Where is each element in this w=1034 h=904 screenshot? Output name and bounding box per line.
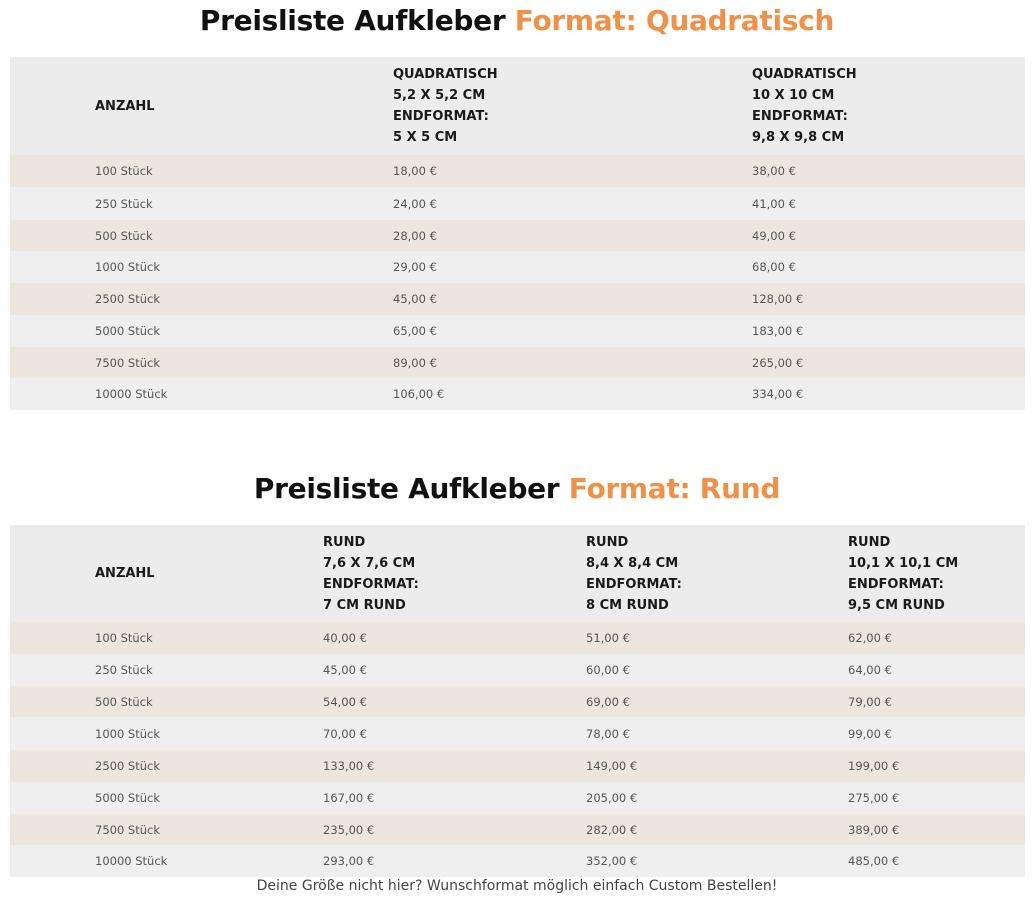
price-cell: 235,00 € (323, 822, 375, 837)
price-table-quadratisch (10, 57, 1025, 410)
column-header-line: 10,1 X 10,1 CM (848, 555, 959, 571)
table-row (10, 782, 1025, 814)
column-header-line: 5,2 X 5,2 CM (393, 88, 486, 103)
price-cell: 18,00 € (393, 164, 437, 178)
price-cell: 334,00 € (752, 387, 804, 401)
quantity-cell: 5000 Stück (95, 791, 161, 805)
column-header-line: QUADRATISCH (752, 67, 857, 82)
price-cell: 38,00 € (752, 164, 796, 178)
price-cell: 275,00 € (848, 791, 900, 805)
price-cell: 49,00 € (752, 228, 796, 243)
column-header-line: ANZAHL (95, 98, 155, 114)
column-header-line: QUADRATISCH (393, 67, 498, 82)
quantity-cell: 2500 Stück (95, 292, 161, 306)
price-cell: 45,00 € (323, 663, 367, 677)
page-title-quadratisch (0, 4, 1034, 38)
table-row (10, 315, 1025, 347)
table-row (10, 717, 1025, 750)
column-header-anzahl (95, 525, 155, 622)
price-cell: 199,00 € (848, 759, 900, 773)
price-cell: 24,00 € (393, 196, 437, 211)
quantity-cell: 250 Stück (95, 196, 153, 211)
price-cell: 282,00 € (586, 822, 638, 837)
page-title-rund (0, 472, 1034, 506)
column-header-line: ANZAHL (95, 566, 155, 581)
column-header-format-3 (848, 525, 958, 622)
price-cell: 352,00 € (586, 854, 638, 868)
price-cell: 167,00 € (323, 791, 375, 805)
column-header-format-1 (323, 525, 419, 622)
price-cell: 133,00 € (323, 759, 375, 773)
price-cell: 78,00 € (586, 726, 630, 741)
footer-note: Deine Größe nicht hier? Wunschformat möglich einfach Custom Bestellen! (256, 878, 778, 894)
quantity-cell: 7500 Stück (95, 355, 161, 370)
table-row (10, 654, 1025, 686)
quantity-cell: 100 Stück (95, 631, 153, 645)
column-header-line: RUND (848, 534, 891, 550)
price-cell: 41,00 € (752, 196, 796, 211)
price-cell: 389,00 € (848, 822, 900, 837)
price-cell: 485,00 € (848, 854, 900, 868)
price-cell: 54,00 € (323, 694, 367, 709)
title-main-text: Preisliste Aufkleber (253, 472, 560, 505)
price-cell: 69,00 € (586, 694, 630, 709)
table-row (10, 155, 1025, 187)
column-header-line: 7 CM RUND (323, 597, 406, 613)
table-row (10, 347, 1025, 378)
price-cell: 28,00 € (393, 228, 437, 243)
table-row (10, 814, 1025, 845)
column-header-line: RUND (323, 534, 366, 550)
column-header-line: 7,6 X 7,6 CM (323, 555, 416, 571)
quantity-cell: 7500 Stück (95, 822, 161, 837)
table-row (10, 622, 1025, 654)
column-header-line: ENDFORMAT: (323, 576, 419, 592)
price-cell: 70,00 € (323, 726, 367, 741)
table-row (10, 750, 1025, 782)
quantity-cell: 1000 Stück (95, 260, 161, 274)
column-header-line: RUND (586, 534, 629, 550)
column-header-line: 8 CM RUND (586, 597, 669, 613)
price-cell: 128,00 € (752, 292, 804, 306)
table-row (10, 187, 1025, 220)
column-header-line: 9,8 X 9,8 CM (752, 130, 845, 145)
column-header-format-1 (393, 57, 498, 155)
table-row (10, 378, 1025, 410)
column-header-line: ENDFORMAT: (848, 576, 944, 592)
quantity-cell: 100 Stück (95, 164, 153, 178)
quantity-cell: 10000 Stück (95, 387, 168, 401)
quantity-cell: 2500 Stück (95, 759, 161, 773)
price-cell: 99,00 € (848, 726, 892, 741)
column-header-format-2 (586, 525, 682, 622)
table-row (10, 251, 1025, 283)
price-cell: 45,00 € (393, 292, 437, 306)
quantity-cell: 500 Stück (95, 694, 153, 709)
column-header-line: ENDFORMAT: (752, 109, 848, 124)
price-cell: 89,00 € (393, 355, 437, 370)
table-row (10, 220, 1025, 251)
table-header-row (10, 525, 1025, 622)
title-main-text: Preisliste Aufkleber (199, 4, 506, 37)
column-header-line: 10 X 10 CM (752, 88, 835, 103)
price-cell: 68,00 € (752, 260, 796, 274)
price-table-rund (10, 525, 1025, 877)
column-header-format-2 (752, 57, 857, 155)
quantity-cell: 1000 Stück (95, 726, 161, 741)
price-cell: 205,00 € (586, 791, 638, 805)
column-header-line: 9,5 CM RUND (848, 597, 945, 613)
column-header-line: ENDFORMAT: (586, 576, 682, 592)
price-cell: 183,00 € (752, 324, 804, 338)
quantity-cell: 5000 Stück (95, 324, 161, 338)
title-accent-text: Format: Rund (568, 472, 781, 505)
price-cell: 60,00 € (586, 663, 630, 677)
table-header-row (10, 57, 1025, 155)
price-cell: 149,00 € (586, 759, 638, 773)
price-cell: 64,00 € (848, 663, 892, 677)
price-cell: 106,00 € (393, 387, 445, 401)
quantity-cell: 10000 Stück (95, 854, 168, 868)
title-accent-text: Format: Quadratisch (514, 4, 835, 37)
quantity-cell: 500 Stück (95, 228, 153, 243)
table-row (10, 283, 1025, 315)
price-cell: 265,00 € (752, 355, 804, 370)
price-cell: 62,00 € (848, 631, 892, 645)
column-header-anzahl (95, 57, 155, 155)
price-cell: 79,00 € (848, 694, 892, 709)
table-row (10, 845, 1025, 877)
table-row (10, 686, 1025, 717)
quantity-cell: 250 Stück (95, 663, 153, 677)
price-cell: 40,00 € (323, 631, 367, 645)
price-cell: 29,00 € (393, 260, 437, 274)
price-cell: 65,00 € (393, 324, 437, 338)
column-header-line: ENDFORMAT: (393, 109, 489, 124)
column-header-line: 5 X 5 CM (393, 130, 458, 145)
column-header-line: 8,4 X 8,4 CM (586, 555, 679, 571)
price-cell: 51,00 € (586, 631, 630, 645)
price-cell: 293,00 € (323, 854, 375, 868)
